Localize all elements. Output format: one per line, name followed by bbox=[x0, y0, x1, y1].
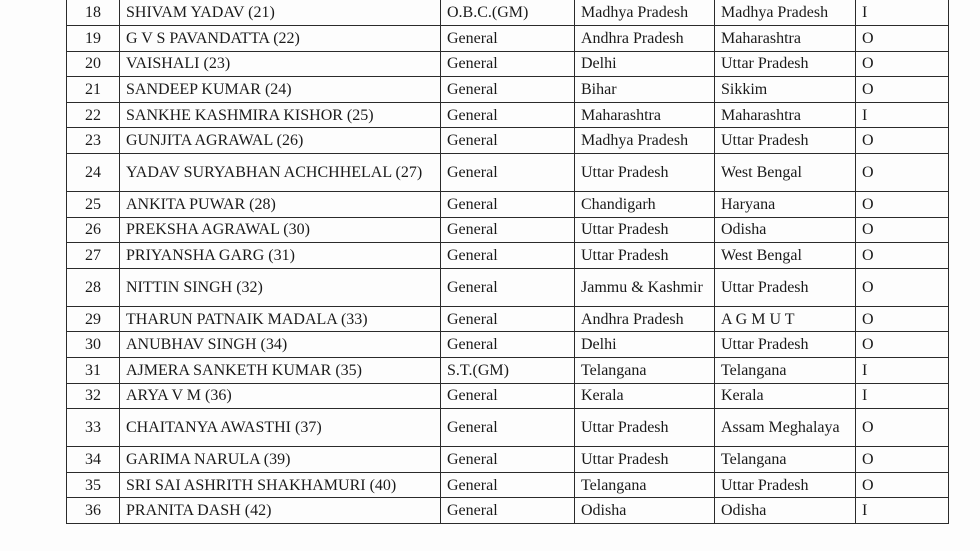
serial-number-cell: 27 bbox=[67, 243, 120, 269]
home-state-cell: Delhi bbox=[575, 51, 715, 77]
home-state-cell: Delhi bbox=[575, 332, 715, 358]
home-state-cell: Madhya Pradesh bbox=[575, 128, 715, 154]
candidate-name-cell: AJMERA SANKETH KUMAR (35) bbox=[120, 357, 441, 383]
table-row bbox=[67, 102, 949, 128]
table-row bbox=[67, 77, 949, 103]
table-row bbox=[67, 383, 949, 409]
cadre-cell: Haryana bbox=[715, 191, 856, 217]
serial-number-cell: 36 bbox=[67, 498, 120, 524]
category-cell: General bbox=[441, 153, 575, 191]
table-row bbox=[67, 128, 949, 154]
candidate-name-cell: GARIMA NARULA (39) bbox=[120, 447, 441, 473]
serial-number-cell: 28 bbox=[67, 268, 120, 306]
cadre-cell: Odisha bbox=[715, 217, 856, 243]
insider-outsider-cell: I bbox=[856, 383, 949, 409]
cadre-cell: West Bengal bbox=[715, 153, 856, 191]
home-state-cell: Andhra Pradesh bbox=[575, 306, 715, 332]
category-cell: General bbox=[441, 77, 575, 103]
table-row bbox=[67, 268, 949, 306]
table-row bbox=[67, 191, 949, 217]
home-state-cell: Uttar Pradesh bbox=[575, 153, 715, 191]
cadre-cell: Telangana bbox=[715, 447, 856, 473]
category-cell: General bbox=[441, 191, 575, 217]
candidate-name-cell: ARYA V M (36) bbox=[120, 383, 441, 409]
home-state-cell: Chandigarh bbox=[575, 191, 715, 217]
table-row bbox=[67, 357, 949, 383]
cadre-cell: Maharashtra bbox=[715, 102, 856, 128]
category-cell: General bbox=[441, 306, 575, 332]
table-row bbox=[67, 153, 949, 191]
category-cell: General bbox=[441, 447, 575, 473]
insider-outsider-cell: O bbox=[856, 77, 949, 103]
category-cell: S.T.(GM) bbox=[441, 357, 575, 383]
insider-outsider-cell: O bbox=[856, 153, 949, 191]
serial-number-cell: 21 bbox=[67, 77, 120, 103]
category-cell: General bbox=[441, 383, 575, 409]
insider-outsider-cell: O bbox=[856, 268, 949, 306]
serial-number-cell: 25 bbox=[67, 191, 120, 217]
category-cell: O.B.C.(GM) bbox=[441, 0, 575, 26]
insider-outsider-cell: O bbox=[856, 332, 949, 358]
insider-outsider-cell: O bbox=[856, 243, 949, 269]
cadre-cell: Telangana bbox=[715, 357, 856, 383]
candidate-name-cell: SRI SAI ASHRITH SHAKHAMURI (40) bbox=[120, 472, 441, 498]
home-state-cell: Uttar Pradesh bbox=[575, 447, 715, 473]
category-cell: General bbox=[441, 498, 575, 524]
table-row bbox=[67, 498, 949, 524]
serial-number-cell: 32 bbox=[67, 383, 120, 409]
serial-number-cell: 26 bbox=[67, 217, 120, 243]
category-cell: General bbox=[441, 243, 575, 269]
candidate-name-cell: SANKHE KASHMIRA KISHOR (25) bbox=[120, 102, 441, 128]
serial-number-cell: 30 bbox=[67, 332, 120, 358]
cadre-cell: Uttar Pradesh bbox=[715, 268, 856, 306]
serial-number-cell: 18 bbox=[67, 0, 120, 26]
serial-number-cell: 24 bbox=[67, 153, 120, 191]
candidate-name-cell: ANUBHAV SINGH (34) bbox=[120, 332, 441, 358]
category-cell: General bbox=[441, 332, 575, 358]
candidate-name-cell: YADAV SURYABHAN ACHCHHELAL (27) bbox=[120, 153, 441, 191]
home-state-cell: Odisha bbox=[575, 498, 715, 524]
table-row bbox=[67, 51, 949, 77]
category-cell: General bbox=[441, 128, 575, 154]
table-row bbox=[67, 217, 949, 243]
home-state-cell: Telangana bbox=[575, 472, 715, 498]
category-cell: General bbox=[441, 51, 575, 77]
insider-outsider-cell: O bbox=[856, 409, 949, 447]
home-state-cell: Telangana bbox=[575, 357, 715, 383]
home-state-cell: Bihar bbox=[575, 77, 715, 103]
cadre-cell: West Bengal bbox=[715, 243, 856, 269]
insider-outsider-cell: O bbox=[856, 51, 949, 77]
candidate-name-cell: GUNJITA AGRAWAL (26) bbox=[120, 128, 441, 154]
serial-number-cell: 35 bbox=[67, 472, 120, 498]
candidate-name-cell: SANDEEP KUMAR (24) bbox=[120, 77, 441, 103]
cadre-cell: Madhya Pradesh bbox=[715, 0, 856, 26]
insider-outsider-cell: O bbox=[856, 191, 949, 217]
table-row bbox=[67, 306, 949, 332]
table-row bbox=[67, 447, 949, 473]
table-row bbox=[67, 472, 949, 498]
candidate-name-cell: ANKITA PUWAR (28) bbox=[120, 191, 441, 217]
table-row bbox=[67, 26, 949, 52]
insider-outsider-cell: O bbox=[856, 26, 949, 52]
serial-number-cell: 31 bbox=[67, 357, 120, 383]
insider-outsider-cell: I bbox=[856, 357, 949, 383]
cadre-cell: Uttar Pradesh bbox=[715, 128, 856, 154]
insider-outsider-cell: O bbox=[856, 447, 949, 473]
serial-number-cell: 34 bbox=[67, 447, 120, 473]
home-state-cell: Jammu & Kashmir bbox=[575, 268, 715, 306]
cadre-cell: A G M U T bbox=[715, 306, 856, 332]
category-cell: General bbox=[441, 26, 575, 52]
insider-outsider-cell: O bbox=[856, 472, 949, 498]
serial-number-cell: 20 bbox=[67, 51, 120, 77]
home-state-cell: Kerala bbox=[575, 383, 715, 409]
serial-number-cell: 33 bbox=[67, 409, 120, 447]
table-row bbox=[67, 243, 949, 269]
serial-number-cell: 22 bbox=[67, 102, 120, 128]
table-row bbox=[67, 409, 949, 447]
home-state-cell: Uttar Pradesh bbox=[575, 243, 715, 269]
home-state-cell: Maharashtra bbox=[575, 102, 715, 128]
candidate-name-cell: SHIVAM YADAV (21) bbox=[120, 0, 441, 26]
cadre-cell: Assam Meghalaya bbox=[715, 409, 856, 447]
candidate-name-cell: NITTIN SINGH (32) bbox=[120, 268, 441, 306]
cadre-cell: Uttar Pradesh bbox=[715, 332, 856, 358]
cadre-allocation-table bbox=[66, 0, 949, 524]
insider-outsider-cell: I bbox=[856, 0, 949, 26]
candidate-name-cell: PRIYANSHA GARG (31) bbox=[120, 243, 441, 269]
cadre-cell: Uttar Pradesh bbox=[715, 51, 856, 77]
insider-outsider-cell: I bbox=[856, 498, 949, 524]
cadre-cell: Odisha bbox=[715, 498, 856, 524]
insider-outsider-cell: O bbox=[856, 217, 949, 243]
serial-number-cell: 19 bbox=[67, 26, 120, 52]
home-state-cell: Madhya Pradesh bbox=[575, 0, 715, 26]
home-state-cell: Uttar Pradesh bbox=[575, 409, 715, 447]
insider-outsider-cell: O bbox=[856, 306, 949, 332]
table-row bbox=[67, 332, 949, 358]
home-state-cell: Uttar Pradesh bbox=[575, 217, 715, 243]
cadre-cell: Maharashtra bbox=[715, 26, 856, 52]
serial-number-cell: 29 bbox=[67, 306, 120, 332]
cadre-cell: Uttar Pradesh bbox=[715, 472, 856, 498]
cadre-cell: Sikkim bbox=[715, 77, 856, 103]
candidate-name-cell: VAISHALI (23) bbox=[120, 51, 441, 77]
candidate-name-cell: THARUN PATNAIK MADALA (33) bbox=[120, 306, 441, 332]
cadre-cell: Kerala bbox=[715, 383, 856, 409]
table-row bbox=[67, 0, 949, 26]
home-state-cell: Andhra Pradesh bbox=[575, 26, 715, 52]
insider-outsider-cell: O bbox=[856, 128, 949, 154]
insider-outsider-cell: I bbox=[856, 102, 949, 128]
candidate-name-cell: G V S PAVANDATTA (22) bbox=[120, 26, 441, 52]
candidate-name-cell: PRANITA DASH (42) bbox=[120, 498, 441, 524]
candidate-name-cell: CHAITANYA AWASTHI (37) bbox=[120, 409, 441, 447]
category-cell: General bbox=[441, 102, 575, 128]
category-cell: General bbox=[441, 472, 575, 498]
category-cell: General bbox=[441, 409, 575, 447]
category-cell: General bbox=[441, 217, 575, 243]
category-cell: General bbox=[441, 268, 575, 306]
candidate-name-cell: PREKSHA AGRAWAL (30) bbox=[120, 217, 441, 243]
serial-number-cell: 23 bbox=[67, 128, 120, 154]
